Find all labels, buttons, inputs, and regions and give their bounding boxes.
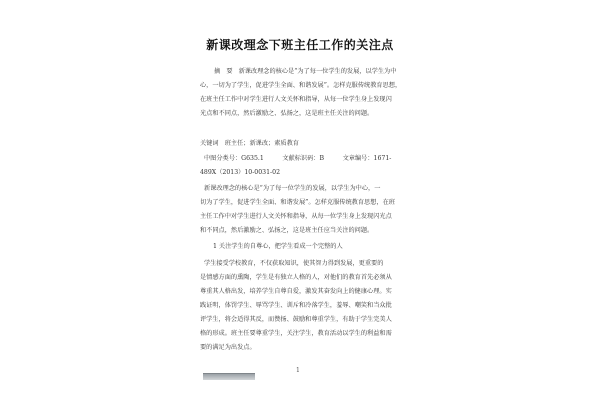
section-line: 要的满足为出发点。 [200,344,256,351]
abstract-text: 新课改理念的核心是“为了每一位学生的发展，以学生为中 [238,68,397,75]
abstract-label: 摘 要 [214,68,233,75]
article-number-line: 489X（2013）10-0031-02 [200,169,281,176]
body-line: 主任工作中对学生进行人文关怀和指导，从每一位学生身上发现闪光点 [200,213,392,220]
section-heading: 1 关注学生的自尊心，把学生看成一个完整的人 [213,243,343,250]
section-line: 格的形成。班主任要尊重学生，关注学生，教育活动以学生的利益和需 [200,330,392,337]
section-line: 评学生，将会适得其反，而赞扬、鼓励和尊重学生，有助于学生完美人 [200,316,392,323]
body-line: 和不同点，然后激励之、弘扬之，这是班主任应当关注的问题。 [200,227,374,234]
section-line: 学生接受学校教育，不仅获取知识，使其智力得到发展，更重要的 [204,260,384,267]
page-number: 1 [296,367,300,374]
classification-line: 中图分类号：G635.1 文献标识码：B 文章编号：1671- [204,155,392,162]
body-line: 新课改理念的核心是“为了每一位学生的发展，以学生为中心，一 [204,185,381,192]
keywords-line: 关键词 班主任；新课改；素质教育 [200,140,299,147]
image-thumbnail [203,373,255,380]
section-line: 是情感方面的熏陶，学生是有独立人格的人，对他们的教育首先必须从 [200,274,392,281]
body-line: 切为了学生，促进学生全面、和谐发展”。怎样克服传统教育思想，在班 [200,199,395,206]
section-line: 践证明，体罚学生、辱骂学生、训斥和冷落学生，羞辱、嘲笑和当众批 [200,302,392,309]
abstract-line [214,68,424,76]
section-line: 尊重其人格出发，培养学生自尊自爱，激发其奋发向上的健康心理。实 [200,288,392,295]
abstract-line: 光点和不同点，然后激励之、弘扬之，这是班主任关注的问题。 [200,110,374,117]
document-title: 新课改理念下班主任工作的关注点 [206,38,394,52]
abstract-line: 在班主任工作中对学生进行人文关怀和指导，从每一位学生身上发现闪 [200,96,392,103]
abstract-line: 心，一切为了学生，促进学生全面、和谐发展”。怎样克服传统教育思想， [200,82,402,89]
